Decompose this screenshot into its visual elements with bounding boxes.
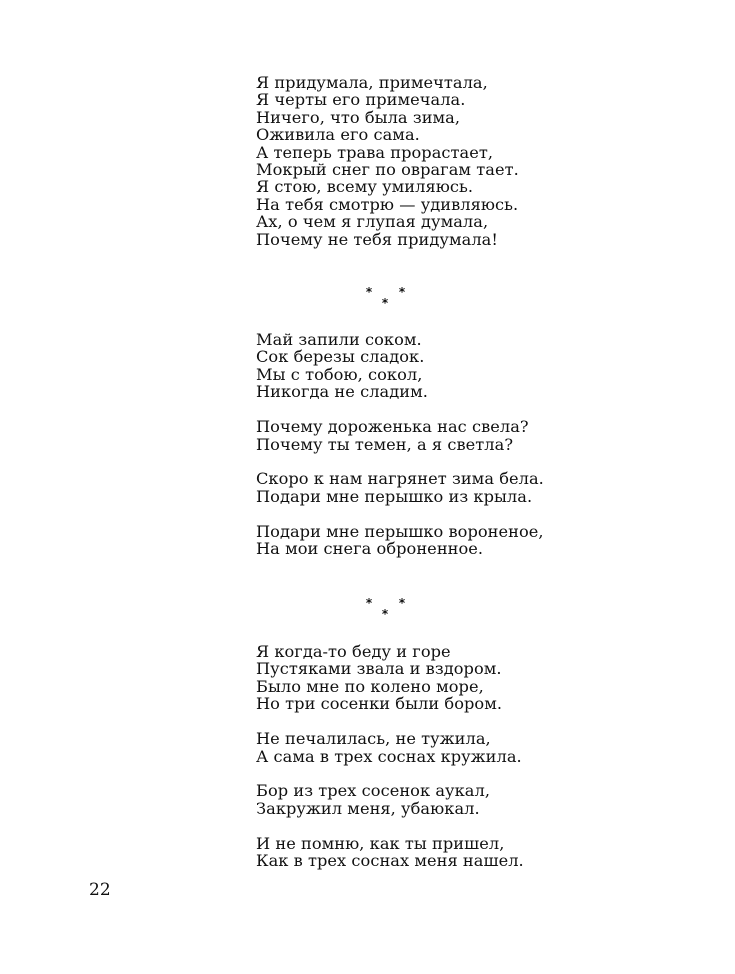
stanza — [256, 835, 576, 870]
poem-1 — [256, 74, 576, 248]
poem-line: Почему ты темен, а я светла? — [256, 434, 514, 454]
poem-line: На тебя смотрю — удивляюсь. — [256, 194, 519, 214]
poem-line: А сама в трех соснах кружила. — [256, 746, 522, 766]
poem-line: Почему дороженька нас свела? — [256, 417, 529, 437]
poem-line: Я когда-то беду и горе — [256, 642, 451, 661]
poem-line: Ах, о чем я глупая думала, — [256, 212, 489, 232]
poem-line: Закружил меня, убаюкал. — [256, 798, 480, 818]
poem-3 — [256, 643, 576, 870]
poem-line: Никогда не сладим. — [256, 382, 428, 402]
stanza — [256, 331, 576, 401]
poem-line: Я стою, всему умиляюсь. — [256, 177, 474, 197]
poem-line: Пустяками звала и вздором. — [256, 659, 502, 679]
poem-line: Подари мне перышко вороненое, — [256, 521, 544, 541]
stanza — [256, 643, 576, 713]
svg-text:*: * — [398, 598, 406, 610]
poem-2 — [256, 331, 576, 558]
asterism-icon — [361, 598, 409, 618]
svg-text:*: * — [381, 296, 389, 307]
stanza — [256, 782, 576, 817]
poem-line: А теперь трава прорастает, — [256, 142, 494, 162]
stanza — [256, 730, 576, 765]
poem-line: Оживила его сама. — [256, 125, 420, 145]
poem-line: Ничего, что была зима, — [256, 107, 461, 127]
poem-line: Я придумала, примечтала, — [256, 73, 488, 92]
asterism-divider — [361, 287, 409, 307]
poem-line: Мокрый снег по оврагам тает. — [256, 160, 519, 180]
page-number: 22 — [89, 880, 111, 900]
poem-line: Но три сосенки были бором. — [256, 694, 503, 714]
stanza — [256, 74, 576, 248]
poem-line: На мои снега оброненное. — [256, 539, 484, 559]
svg-text:*: * — [398, 287, 406, 299]
poem-line: Сок березы сладок. — [256, 347, 425, 367]
asterism-divider — [361, 598, 409, 618]
svg-text:*: * — [365, 598, 373, 610]
poem-line: Бор из трех сосенок аукал, — [256, 781, 491, 801]
poem-line: Скоро к нам нагрянет зима бела. — [256, 469, 544, 489]
poem-line: Как в трех соснах меня нашел. — [256, 851, 524, 871]
poem-line: И не помню, как ты пришел, — [256, 833, 505, 853]
stanza — [256, 470, 576, 505]
asterism-icon — [361, 287, 409, 307]
poem-line: Не печалилась, не тужила, — [256, 729, 491, 749]
poem-line: Почему не тебя придумала! — [256, 229, 498, 249]
svg-text:*: * — [381, 607, 389, 618]
poem-line: Мы с тобою, сокол, — [256, 364, 423, 384]
poem-line: Было мне по колено море, — [256, 676, 484, 696]
poem-line: Май запили соком. — [256, 330, 422, 349]
stanza — [256, 523, 576, 558]
svg-text:*: * — [365, 287, 373, 299]
poem-line: Подари мне перышко из крыла. — [256, 486, 533, 506]
stanza — [256, 418, 576, 453]
poem-line: Я черты его примечала. — [256, 90, 466, 110]
